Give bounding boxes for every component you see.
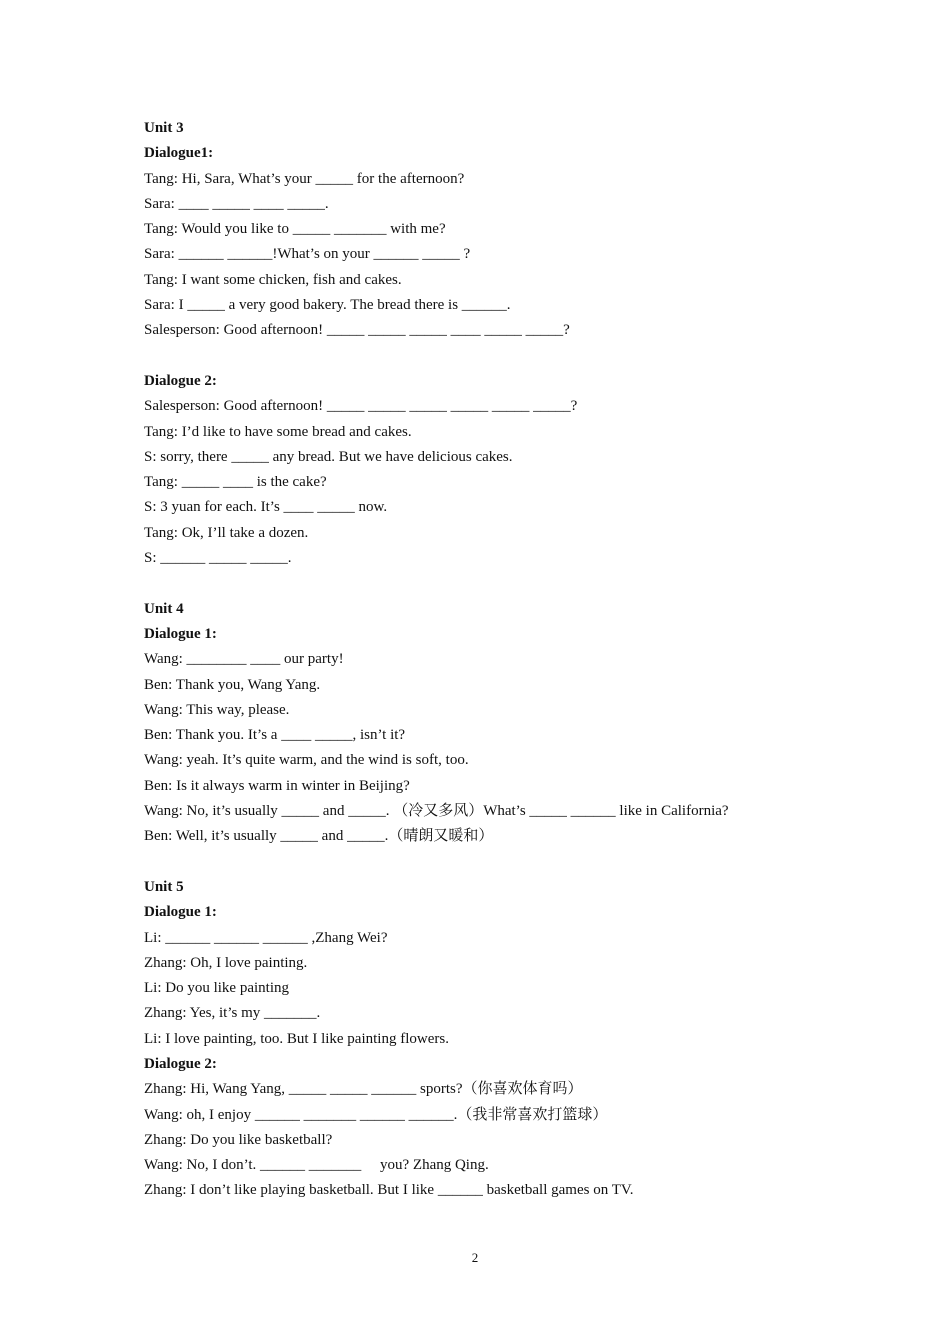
dialogue-line: Zhang: Hi, Wang Yang, _____ _____ ______ sports?（你喜欢体育吗）: [144, 1081, 583, 1098]
page-number: 2: [471, 1250, 479, 1265]
dialogue-line: Zhang: Oh, I love painting.: [144, 954, 308, 971]
dialogue-line: Wang: oh, I enjoy ______ _______ ______ ______.（我非常喜欢打篮球）: [144, 1106, 608, 1123]
dialogue-line: Ben: Well, it’s usually _____ and _____.（晴朗又暖和）: [144, 828, 494, 845]
unit-4-heading: Unit 4: [144, 600, 184, 617]
dialogue-line: Li: I love painting, too. But I like painting flowers.: [144, 1030, 449, 1047]
dialogue-line: Salesperson: Good afternoon! _____ _____ _____ _____ _____ _____?: [144, 398, 578, 415]
dialogue-line: S: ______ _____ _____.: [144, 550, 292, 567]
dialogue-line: Ben: Thank you, Wang Yang.: [144, 676, 321, 693]
dialogue-line: Tang: I want some chicken, fish and cakes.: [144, 271, 402, 288]
dialogue-line: Wang: yeah. It’s quite warm, and the wind is soft, too.: [144, 752, 469, 769]
unit-3-dialogue-1-heading: Dialogue1:: [144, 145, 214, 162]
dialogue-line: S: sorry, there _____ any bread. But we have delicious cakes.: [144, 448, 513, 465]
unit-4-dialogue-1-heading: Dialogue 1:: [144, 625, 217, 642]
unit-3-heading: Unit 3: [144, 120, 184, 136]
dialogue-line: Wang: No, it’s usually _____ and _____. （冷又多风）What’s _____ ______ like in California?: [144, 803, 729, 820]
unit-3-dialogue-2-heading: Dialogue 2:: [144, 372, 217, 389]
dialogue-line: Li: Do you like painting: [144, 980, 289, 997]
dialogue-line: Tang: Hi, Sara, What’s your _____ for the afternoon?: [144, 170, 465, 187]
dialogue-line: Sara: ____ _____ ____ _____.: [144, 195, 329, 212]
dialogue-line: Tang: I’d like to have some bread and cakes.: [144, 423, 412, 440]
dialogue-line: Li: ______ ______ ______ ,Zhang Wei?: [144, 929, 388, 946]
unit-5-dialogue-2-heading: Dialogue 2:: [144, 1055, 217, 1072]
dialogue-line: Wang: No, I don’t. ______ _______ you? Zhang Qing.: [144, 1157, 489, 1174]
dialogue-line: Zhang: Do you like basketball?: [144, 1131, 333, 1148]
dialogue-line: Tang: _____ ____ is the cake?: [144, 474, 327, 491]
spacer: [144, 850, 884, 875]
unit-5-heading: Unit 5: [144, 878, 184, 895]
dialogue-line: Sara: I _____ a very good bakery. The bread there is ______.: [144, 297, 511, 314]
dialogue-line: S: 3 yuan for each. It’s ____ _____ now.: [144, 499, 388, 516]
dialogue-line: Zhang: I don’t like playing basketball. But I like ______ basketball games on TV.: [144, 1182, 634, 1199]
dialogue-line: Sara: ______ ______!What’s on your ______ _____ ?: [144, 246, 471, 263]
dialogue-line: Salesperson: Good afternoon! _____ _____ _____ ____ _____ _____?: [144, 322, 570, 339]
document-page: [144, 116, 884, 1204]
dialogue-line: Wang: This way, please.: [144, 701, 290, 718]
dialogue-line: Ben: Is it always warm in winter in Beijing?: [144, 777, 410, 794]
dialogue-line: Zhang: Yes, it’s my _______.: [144, 1005, 321, 1022]
spacer: [144, 344, 884, 369]
unit-5-dialogue-1-heading: Dialogue 1:: [144, 904, 217, 921]
dialogue-line: Wang: ________ ____ our party!: [144, 651, 344, 668]
dialogue-line: Tang: Ok, I’ll take a dozen.: [144, 524, 309, 541]
spacer: [144, 571, 884, 596]
dialogue-line: Ben: Thank you. It’s a ____ _____, isn’t it?: [144, 727, 406, 744]
dialogue-line: Tang: Would you like to _____ _______ with me?: [144, 221, 446, 238]
